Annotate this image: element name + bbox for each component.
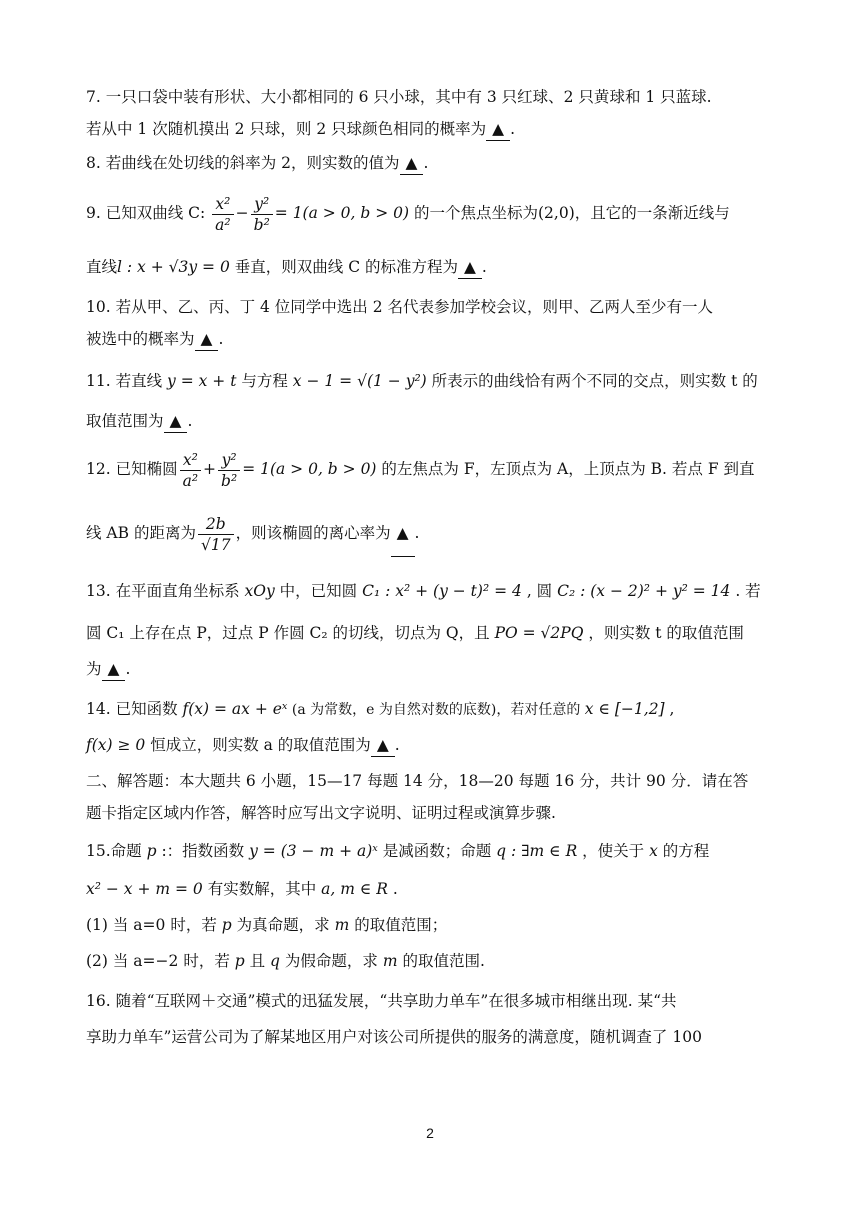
question-15-line-2: [86, 878, 398, 900]
question-12-line-2: [86, 510, 419, 557]
period: .: [218, 330, 224, 348]
q15-part1-text-3: 的取值范围；: [349, 916, 448, 934]
question-14-line-2: [86, 734, 400, 757]
period: .: [394, 736, 400, 754]
fraction-x2-a2: [180, 450, 201, 491]
q15-text-3: 是减函数；命题: [377, 842, 497, 860]
answer-blank: ▲: [102, 658, 126, 681]
numerator: x²: [180, 450, 201, 471]
question-15-line-1: [86, 840, 709, 862]
q15-part1-p: p: [221, 916, 232, 934]
q15-part2-p: p: [234, 952, 245, 970]
q15-equation: x² − x + m = 0: [86, 880, 203, 898]
q9-line-equation: l : x + √3y = 0: [117, 258, 230, 276]
q14-function: f(x) = ax + eˣ: [182, 700, 288, 718]
q15-part2-text-1: (2) 当 a=−2 时，若: [86, 952, 235, 970]
numerator: y²: [218, 450, 240, 471]
question-10-line-2: [86, 328, 223, 351]
question-13-line-3: [86, 658, 130, 681]
q15-part2-text-2: 且: [244, 952, 271, 970]
q8-text: 8. 若曲线在处切线的斜率为 2，则实数的值为: [86, 154, 400, 172]
q15-domain: a, m ∈ R: [321, 880, 388, 898]
page-number: 2: [426, 1125, 434, 1141]
q14-inequality: f(x) ≥ 0: [86, 736, 146, 754]
period: .: [423, 154, 429, 172]
q15-p: p: [146, 842, 157, 860]
q15-text-4: ，使关于: [577, 842, 650, 860]
q13-text-5: 圆 C₁ 上存在点 P，过点 P 作圆 C₂ 的切线，切点为 Q，且: [86, 624, 495, 642]
q15-part2-text-3: 为假命题，求: [279, 952, 383, 970]
q13-text-6: ，则实数 t 的取值范围: [583, 624, 744, 642]
q13-circle-c1: C₁ : x² + (y − t)² = 4: [362, 582, 522, 600]
q11-text-2: 与方程: [236, 372, 293, 390]
q12-condition: = 1(a > 0, b > 0): [242, 460, 377, 478]
denominator: a²: [182, 471, 199, 490]
q13-coord-system: xOy: [244, 582, 275, 600]
fraction-y2-b2: [251, 194, 273, 235]
fraction-x2-a2: [212, 194, 233, 235]
question-11-line-2: [86, 410, 192, 433]
q15-part1-text-1: (1) 当 a=0 时，若: [86, 916, 222, 934]
q13-text-1: 13. 在平面直角坐标系: [86, 582, 245, 600]
q15-q: q : ∃m ∈ R: [496, 842, 578, 860]
question-10-line-1: [86, 296, 713, 318]
denominator: b²: [221, 471, 238, 490]
numerator: x²: [212, 194, 233, 215]
q14-text-4: 恒成立，则实数 a 的取值范围为: [145, 736, 371, 754]
period: .: [510, 120, 516, 138]
q9-condition: = 1(a > 0, b > 0): [274, 204, 410, 222]
q14-interval: x ∈ [−1,2]: [584, 700, 665, 718]
q15-text-2: :：指数函数: [156, 842, 250, 860]
question-7-line-1: [86, 86, 712, 108]
fraction-2b-sqrt17: [198, 514, 234, 555]
q15-part1-text-2: 为真命题，求: [231, 916, 335, 934]
q9-text: 9. 已知双曲线 C:: [86, 204, 206, 222]
denominator: √17: [200, 535, 231, 554]
q10-text-2: 被选中的概率为: [86, 330, 195, 348]
period: .: [125, 660, 131, 678]
q16-text-2: 享助力单车”运营公司为了解某地区用户对该公司所提供的服务的满意度，随机调查了 100: [86, 1028, 702, 1046]
question-13-line-2: [86, 622, 744, 644]
section-2-text-2: 题卡指定区域内作答，解答时应写出文字说明、证明过程或演算步骤.: [86, 804, 556, 822]
answer-blank: ▲: [371, 734, 395, 757]
q11-text-1: 11. 若直线: [86, 372, 168, 390]
q15-exp-function: y = (3 − m + a)ˣ: [249, 842, 378, 860]
q12-text-3: 线 AB 的距离为: [86, 524, 196, 542]
question-15-part-2: [86, 950, 485, 972]
answer-blank: ▲: [486, 118, 510, 141]
q9-text-4: 垂直，则双曲线 C 的标准方程为: [229, 258, 458, 276]
q16-text-1: 16. 随着“互联网＋交通”模式的迅猛发展，“共享助力单车”在很多城市相继出现. 某“共: [86, 992, 677, 1010]
section-2-text-1: 二、解答题：本大题共 6 小题，15—17 每题 14 分，18—20 每题 16 分，共计 90 分．请在答: [86, 772, 749, 790]
question-15-part-1: [86, 914, 447, 936]
q12-text-1: 12. 已知椭圆: [86, 460, 178, 478]
q13-text-4: . 若: [730, 582, 761, 600]
q15-part2-text-4: 的取值范围.: [397, 952, 485, 970]
question-9-line-2: [86, 256, 487, 279]
plus-sign: +: [203, 460, 217, 478]
question-8: [86, 152, 428, 175]
q15-part2-m: m: [382, 952, 398, 970]
q7-text-2: 若从中 1 次随机摸出 2 只球，则 2 只球颜色相同的概率为: [86, 120, 487, 138]
numerator: y²: [251, 194, 273, 215]
q11-curve-equation: x − 1 = √(1 − y²): [292, 372, 427, 390]
question-12-line-1: [86, 446, 755, 492]
q11-text-3: 所表示的曲线恰有两个不同的交点，则实数 t 的: [426, 372, 758, 390]
answer-blank: ▲: [195, 328, 219, 351]
q15-text-6: 有实数解，其中: [202, 880, 322, 898]
section-2-line-2: [86, 802, 556, 824]
q11-line-equation: y = x + t: [167, 372, 237, 390]
question-16-line-2: [86, 1026, 702, 1048]
q10-text-1: 10. 若从甲、乙、丙、丁 4 位同学中选出 2 名代表参加学校会议，则甲、乙两人至少有一人: [86, 298, 714, 316]
q13-text-7: 为: [86, 660, 102, 678]
q9-text-3: 直线: [86, 258, 118, 276]
q12-text-2: 的左焦点为 F，左顶点为 A，上顶点为 B. 若点 F 到直: [376, 460, 755, 478]
q15-text-5: 的方程: [657, 842, 710, 860]
question-11-line-1: [86, 370, 758, 392]
section-2-line-1: [86, 770, 748, 792]
question-13-line-1: [86, 580, 761, 602]
answer-blank: ▲: [164, 410, 188, 433]
q14-text-3: ,: [664, 700, 675, 718]
q11-text-4: 取值范围为: [86, 412, 164, 430]
q13-text-2: 中，已知圆: [274, 582, 363, 600]
q14-text-1: 14. 已知函数: [86, 700, 183, 718]
denominator: a²: [215, 215, 231, 234]
q15-part2-q: q: [270, 952, 280, 970]
question-9-line-1: [86, 190, 730, 236]
answer-blank: ▲: [458, 256, 482, 279]
numerator: 2b: [198, 514, 234, 535]
question-7-line-2: [86, 118, 515, 141]
q12-text-4: ，则该椭圆的离心率为: [235, 524, 391, 542]
answer-blank: ▲: [391, 510, 415, 557]
q9-text-2: 的一个焦点坐标为(2,0)，且它的一条渐近线与: [409, 204, 730, 222]
q7-text-1: 7. 一只口袋中装有形状、大小都相同的 6 只小球，其中有 3 只红球、2 只黄球和 1 只蓝球.: [86, 88, 712, 106]
q13-circle-c2: C₂ : (x − 2)² + y² = 14: [557, 582, 731, 600]
period: .: [387, 880, 398, 898]
question-16-line-1: [86, 990, 677, 1012]
fraction-y2-b2: [218, 450, 240, 491]
question-14-line-1: [86, 698, 674, 721]
q13-text-3: , 圆: [521, 582, 558, 600]
q13-condition: PO = √2PQ: [494, 624, 584, 642]
q15-part1-m: m: [334, 916, 350, 934]
period: .: [414, 524, 420, 542]
minus-sign: −: [235, 204, 249, 222]
q15-x: x: [649, 842, 658, 860]
answer-blank: ▲: [400, 152, 424, 175]
period: .: [187, 412, 193, 430]
period: .: [481, 258, 487, 276]
denominator: b²: [253, 215, 270, 234]
q14-text-2: (a 为常数，e 为自然对数的底数)，若对任意的: [287, 702, 585, 718]
q15-text-1: 15.命题: [86, 842, 147, 860]
